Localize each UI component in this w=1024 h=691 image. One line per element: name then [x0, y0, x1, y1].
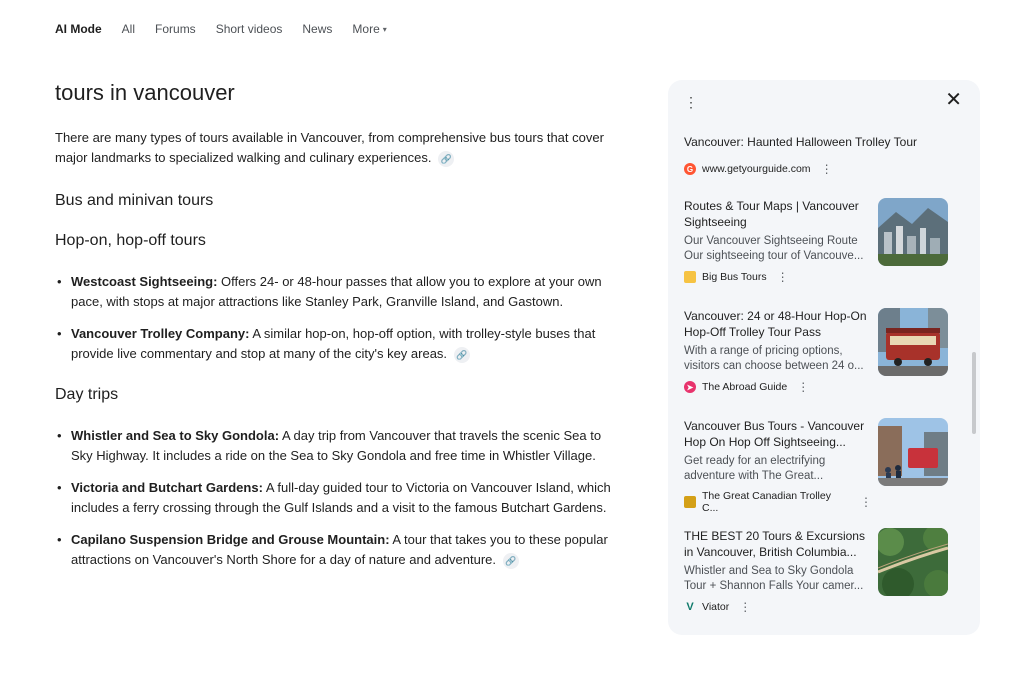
source-card[interactable] [684, 528, 948, 614]
close-icon[interactable]: ✕ [945, 89, 962, 111]
scrollbar[interactable] [972, 352, 976, 434]
source-card-snippet: With a range of pricing options, visitors can choose between 24 o... [684, 345, 864, 372]
link-icon[interactable]: 🔗 [454, 347, 470, 363]
item-name: Westcoast Sightseeing: [71, 274, 218, 289]
list-item [55, 272, 615, 312]
street-thumbnail[interactable] [878, 418, 948, 486]
hop-list [55, 272, 615, 364]
source-card-snippet: Get ready for an electrifying adventure with The Great... [684, 455, 826, 482]
tab-ai-mode[interactable]: AI Mode [55, 22, 102, 36]
tab-news[interactable]: News [302, 22, 333, 36]
trolley-icon [684, 496, 696, 508]
source-card-title[interactable]: THE BEST 20 Tours & Excursions in Vancouver, British Columbia... [684, 529, 865, 559]
source-card[interactable] [684, 418, 948, 514]
item-text: A similar hop-on, hop-off option, with trolley-style buses that provide live commentary and stop at many of the city's key areas. [71, 326, 596, 361]
tab-all[interactable]: All [121, 22, 136, 36]
tab-more-label: More [352, 22, 380, 36]
more-vert-icon[interactable]: ⋮ [820, 162, 833, 176]
caret-down-icon: ▾ [382, 24, 387, 34]
source-row [684, 162, 948, 176]
card-text [684, 418, 872, 514]
source-name: The Great Canadian Trolley C... [701, 490, 831, 514]
sources-panel [668, 80, 980, 635]
query-heading: tours in vancouver [55, 80, 235, 105]
item-name: Whistler and Sea to Sky Gondola: [71, 428, 280, 443]
more-vert-icon[interactable]: ⋮ [739, 600, 752, 614]
source-name: www.getyourguide.com [702, 163, 811, 175]
card-text [684, 528, 872, 614]
card-text [684, 198, 872, 284]
abroad-guide-icon: ➤ [684, 381, 696, 393]
forest-bridge-thumbnail[interactable] [878, 528, 948, 596]
source-name: Viator [702, 601, 730, 613]
source-card-snippet: Whistler and Sea to Sky Gondola Tour + Shannon Falls Your camer... [684, 565, 864, 592]
tab-more[interactable] [352, 22, 386, 36]
list-item [55, 324, 615, 364]
source-card-title[interactable]: Vancouver Bus Tours - Vancouver Hop On Hop Off Sightseeing... [684, 419, 865, 449]
answer-column [55, 80, 615, 592]
list-item [55, 426, 615, 466]
list-item [55, 530, 615, 570]
link-icon[interactable]: 🔗 [503, 553, 519, 569]
section-heading-bus: Bus and minivan tours [55, 192, 214, 209]
getyourguide-icon: G [684, 163, 696, 175]
source-card-title[interactable]: Routes & Tour Maps | Vancouver Sightseeing [684, 199, 859, 229]
city-thumbnail[interactable] [878, 198, 948, 266]
bigbus-icon [684, 271, 696, 283]
item-text: A day trip from Vancouver that travels the scenic Sea to Sky Highway. It includes a ride on the Sea to Sky Gondola and free time in Whistler Village. [71, 428, 602, 463]
intro-text: There are many types of tours available in Vancouver, from comprehensive bus tours that cover major landmarks to specialized walking and culinary experiences. [55, 130, 604, 165]
more-vert-icon[interactable]: ⋮ [797, 380, 810, 394]
more-vert-icon[interactable]: ⋮ [860, 495, 872, 509]
tab-short-videos[interactable]: Short videos [215, 22, 283, 36]
source-row [684, 600, 872, 614]
top-nav [55, 22, 387, 36]
item-text: Offers 24- or 48-hour passes that allow you to explore at your own pace, with stops at major attractions like Stanley Park, Granville Island, and Gastown. [71, 274, 602, 309]
item-text: A tour that takes you to these popular attractions on Vancouver's North Shore for a day of nature and adventure. [71, 532, 608, 567]
item-name: Capilano Suspension Bridge and Grouse Mountain: [71, 532, 390, 547]
card-text [684, 308, 872, 394]
source-card[interactable] [684, 308, 948, 394]
source-card[interactable] [684, 198, 948, 284]
item-name: Vancouver Trolley Company: [71, 326, 250, 341]
source-name: The Abroad Guide [702, 381, 788, 393]
intro-paragraph [55, 128, 615, 168]
source-card[interactable] [684, 134, 948, 176]
source-row [684, 270, 872, 284]
item-name: Victoria and Butchart Gardens: [71, 480, 263, 495]
tab-forums[interactable]: Forums [155, 22, 196, 36]
section-heading-hop: Hop-on, hop-off tours [55, 232, 206, 249]
list-item [55, 478, 615, 518]
source-card-title[interactable]: Vancouver: 24 or 48-Hour Hop-On Hop-Off Trolley Tour Pass [684, 309, 867, 339]
source-card-snippet: Our Vancouver Sightseeing Route Our sightseeing tour of Vancouve... [684, 235, 864, 262]
source-name: Big Bus Tours [702, 271, 767, 283]
trolley-thumbnail[interactable] [878, 308, 948, 376]
item-text: A full-day guided tour to Victoria on Vancouver Island, which includes a ferry crossing through the Gulf Islands and a visit to the famous Butchart Gardens. [71, 480, 611, 515]
more-vert-icon[interactable]: ⋮ [684, 94, 698, 110]
section-heading-day: Day trips [55, 386, 119, 403]
more-vert-icon[interactable]: ⋮ [776, 270, 789, 284]
source-row [684, 490, 872, 514]
day-list [55, 426, 615, 570]
link-icon[interactable]: 🔗 [438, 151, 454, 167]
source-card-title[interactable]: Vancouver: Haunted Halloween Trolley Tour [684, 135, 918, 149]
source-row [684, 380, 872, 394]
viator-icon: V [686, 601, 694, 613]
